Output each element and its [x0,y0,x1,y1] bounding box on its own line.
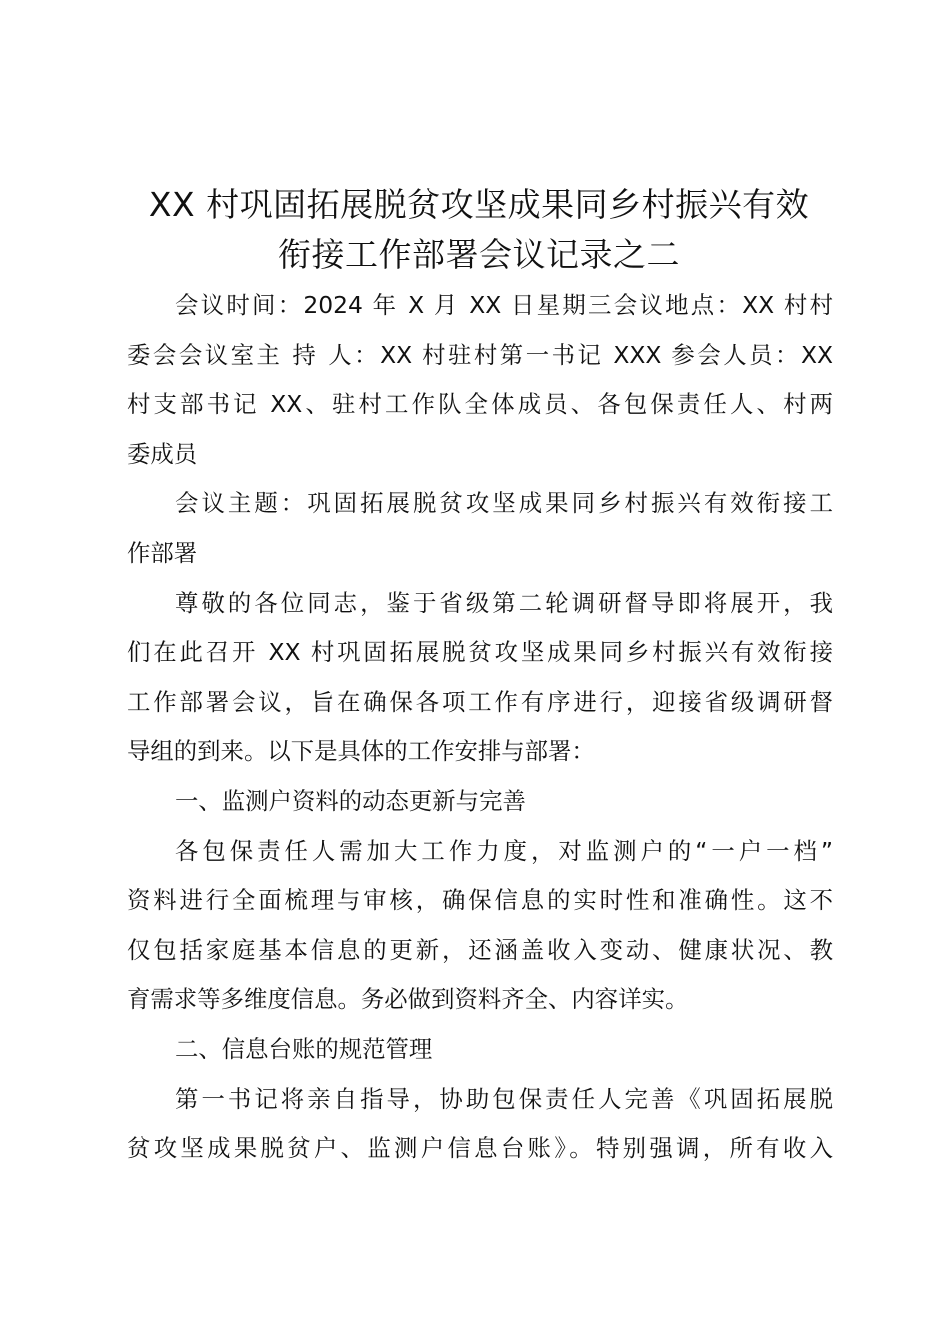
title-line-1: XX 村巩固拓展脱贫攻坚成果同乡村振兴有效 [148,185,810,224]
paragraph-line: 委会会议室主 持 人：XX 村驻村第一书记 XXX 参会人员：XX [127,340,833,369]
paragraph-line: 工作部署会议，旨在确保各项工作有序进行，迎接省级调研督 [127,687,833,716]
paragraph-line: 第一书记将亲自指导，协助包保责任人完善《巩固拓展脱 [175,1084,833,1113]
paragraph-line: 村支部书记 XX、驻村工作队全体成员、各包保责任人、村两 [127,390,833,419]
paragraph-line: 作部署 [127,538,198,567]
paragraph-line: 资料进行全面梳理与审核，确保信息的实时性和准确性。这不 [127,886,833,915]
paragraph-line: 育需求等多维度信息。务必做到资料齐全、内容详实。 [127,985,689,1014]
paragraph-line: 导组的到来。以下是具体的工作安排与部署： [127,737,595,766]
paragraph-line: 委成员 [127,439,198,468]
document-body [127,281,833,1174]
paragraph-line: 会议时间：2024 年 X 月 XX 日星期三会议地点：XX 村村 [175,291,833,319]
section-1-paragraph [127,827,833,1025]
paragraph-line: 贫攻坚成果脱贫户、监测户信息台账》。特别强调，所有收入 [127,1134,833,1163]
meeting-info-paragraph [127,281,833,479]
meeting-topic-paragraph [127,479,833,578]
section-2-paragraph [127,1075,833,1174]
paragraph-line: 仅包括家庭基本信息的更新，还涵盖收入变动、健康状况、教 [127,935,833,964]
document-title [118,180,840,280]
section-heading-2 [127,1025,833,1075]
paragraph-line: 各包保责任人需加大工作力度，对监测户的“一户一档” [175,836,833,865]
title-line-2: 衔接工作部署会议记录之二 [278,235,680,274]
section-heading-text: 一、监测户资料的动态更新与完善 [175,786,526,815]
opening-paragraph [127,579,833,777]
paragraph-line: 尊敬的各位同志，鉴于省级第二轮调研督导即将展开，我 [175,588,833,617]
paragraph-line: 会议主题：巩固拓展脱贫攻坚成果同乡村振兴有效衔接工 [175,489,833,518]
section-heading-text: 二、信息台账的规范管理 [175,1034,433,1063]
paragraph-line: 们在此召开 XX 村巩固拓展脱贫攻坚成果同乡村振兴有效衔接 [127,638,833,667]
section-heading-1 [127,777,833,827]
